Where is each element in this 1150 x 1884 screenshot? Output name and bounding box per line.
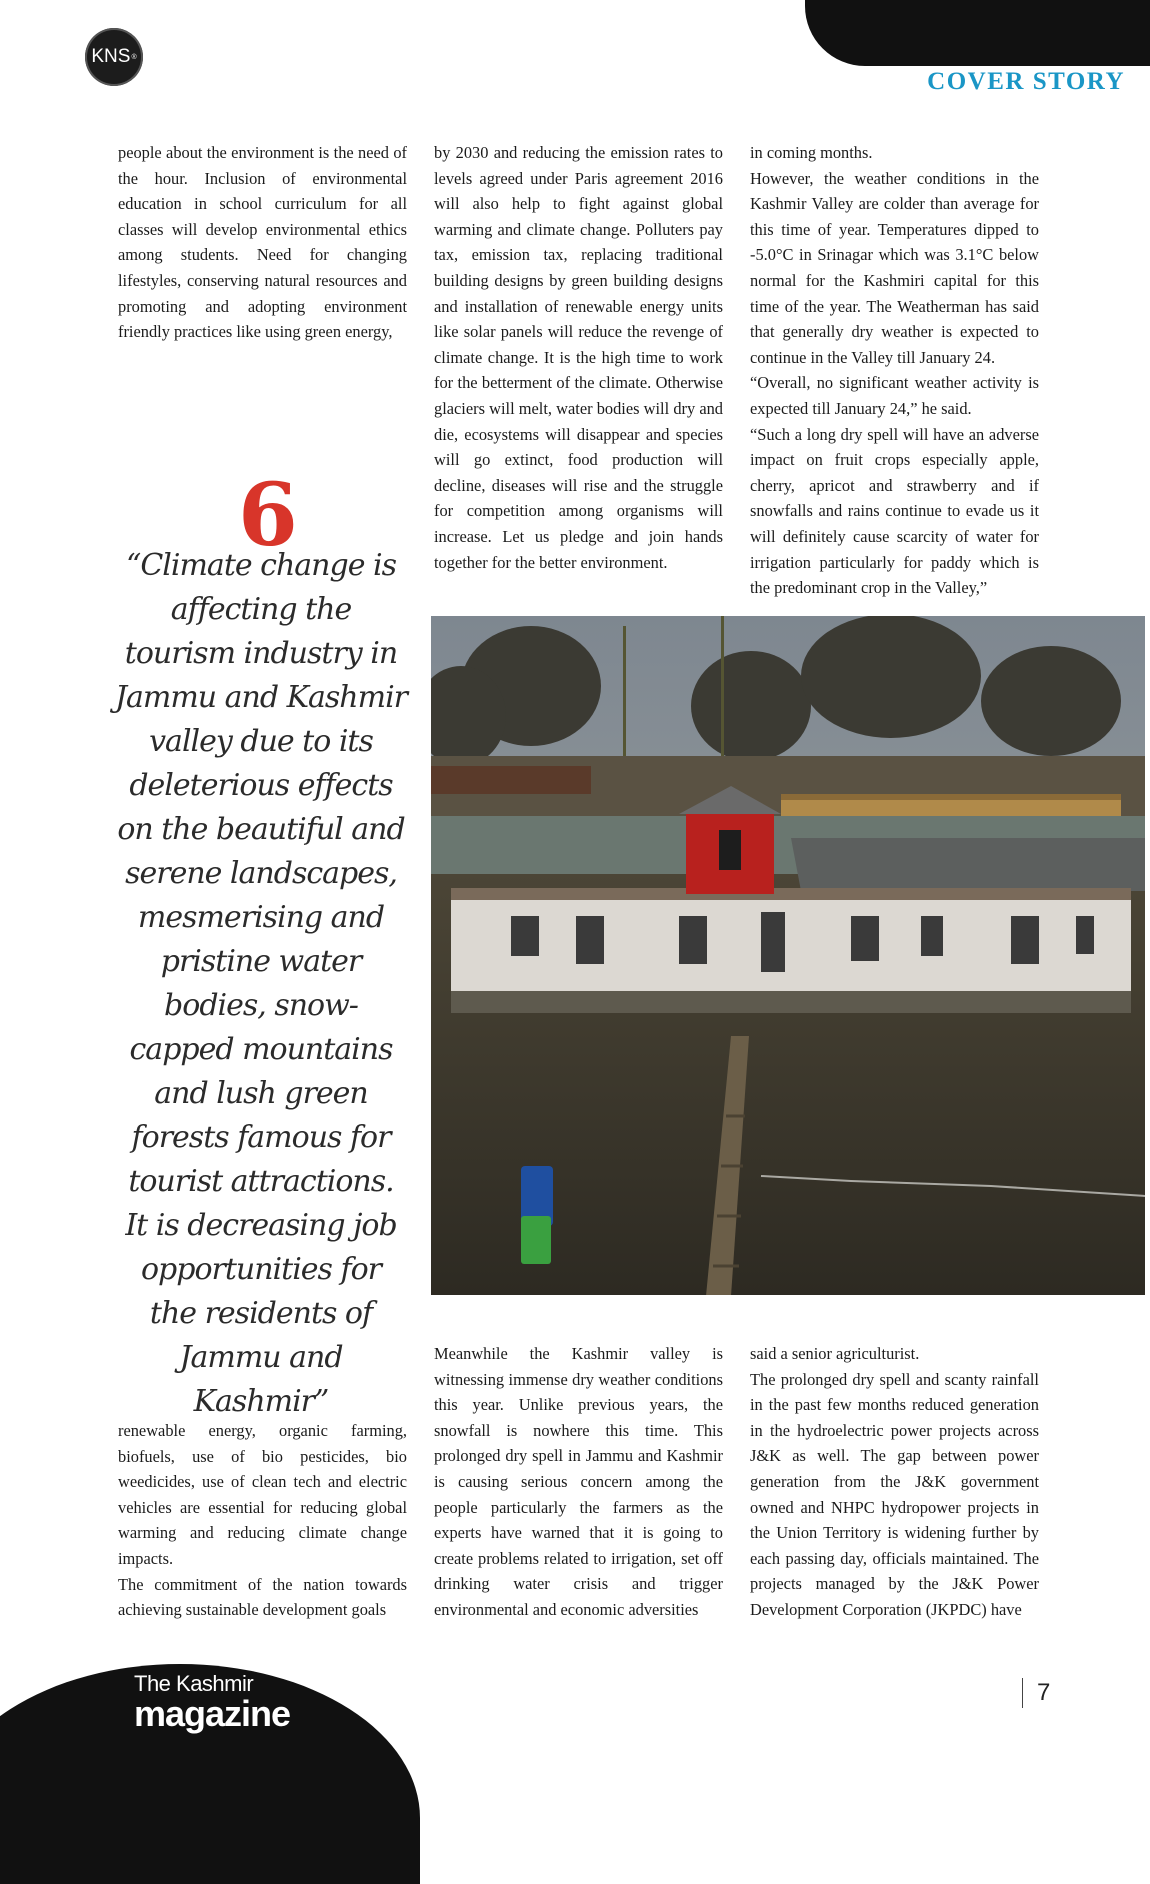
paragraph: people about the environment is the need of the hour. Inclusion of environmental education in school curriculum for all classes will develop environmental ethics among students. Need for changing lifestyles, conserving natural resources and promoting and adopting environment friendly practices like using green energy, <box>118 143 407 342</box>
paragraph: “Overall, no significant weather activity is expected till January 24,” he said. <box>750 373 1039 418</box>
column-1-bottom <box>118 1418 407 1623</box>
column-1-top <box>118 140 407 345</box>
magazine-logo <box>134 1672 290 1732</box>
kns-logo-text: KNS <box>91 46 131 67</box>
column-3-top <box>750 140 1039 601</box>
magazine-logo-line1: The Kashmir <box>134 1671 254 1696</box>
paragraph: by 2030 and reducing the emission rates to levels agreed under Paris agreement 2016 will also help to fight against global warming and climate change. Polluters pay tax, emission tax, replacing traditional building designs by green building designs and installation of renewable energy units like solar panels will reduce the revenge of climate change. It is the high time to work for the betterment of the climate. Otherwise glaciers will melt, water bodies will dry and die, ecosystems will disappear and species will go extinct, food production will decline, diseases will rise and the struggle for competition among organisms will increase. Let us pledge and join hands together for the better environment. <box>434 143 723 572</box>
header-band <box>805 0 1150 66</box>
section-label: COVER STORY <box>927 68 1125 95</box>
pull-quote: “Climate change is affecting the tourism industry in Jammu and Kashmir valley due to its deleterious effects on the beautiful and serene landscapes, mesmerising and pristine water bodies, snow-capped mountains and lush green forests famous for tourist attractions. It is decreasing job opportunities for the residents of Jammu and Kashmir” <box>115 548 408 1419</box>
column-2-bottom <box>434 1341 723 1623</box>
paragraph: said a senior agriculturist. <box>750 1344 920 1363</box>
kns-logo: KNS ® <box>85 28 143 86</box>
paragraph: “Such a long dry spell will have an adverse impact on fruit crops especially apple, cherry, apricot and strawberry and if snowfalls and rains continue to evade us it will definitely cause scarcity of water for irrigation particularly for paddy which is the predominant crop in the Valley,” <box>750 424 1039 598</box>
houseboat-photo <box>431 616 1145 1295</box>
paragraph: The commitment of the nation towards achieving sustainable development goals <box>118 1574 407 1620</box>
paragraph: renewable energy, organic farming, biofuels, use of bio pesticides, bio weedicides, use of clean tech and electric vehicles are essential for reducing global warming and reducing climate change impacts. <box>118 1421 407 1568</box>
column-3-bottom <box>750 1341 1039 1623</box>
quote-mark-icon: 6 <box>238 465 298 566</box>
magazine-logo-line2: magazine <box>134 1693 291 1734</box>
paragraph: However, the weather conditions in the Kashmir Valley are colder than average for this time of year. Temperatures dipped to -5.0°C in Srinagar which was 3.1°C below normal for the Kashmiri capital for this time of the year. The Weatherman has said that generally dry weather is expected to continue in the Valley till January 24. <box>750 168 1039 367</box>
page-number: 7 <box>1022 1678 1050 1708</box>
paragraph: Meanwhile the Kashmir valley is witnessing immense dry weather conditions this year. Unlike previous years, the snowfall is nowhere this time. This prolonged dry spell in Jammu and Kashmir is causing serious concern among the people particularly the farmers as the experts have warned that it is going to create problems related to irrigation, set off drinking water crisis and trigger environmental and economic adversities <box>434 1344 723 1619</box>
paragraph: The prolonged dry spell and scanty rainfall in the past few months reduced generation in the hydroelectric power projects across J&K as well. The gap between power generation from the J&K government owned and NHPC hydropower projects in the Union Territory is widening further by each passing day, officials maintained. The projects managed by the J&K Power Development Corporation (JKPDC) have <box>750 1369 1039 1619</box>
paragraph: in coming months. <box>750 143 873 162</box>
column-2-top <box>434 140 723 575</box>
